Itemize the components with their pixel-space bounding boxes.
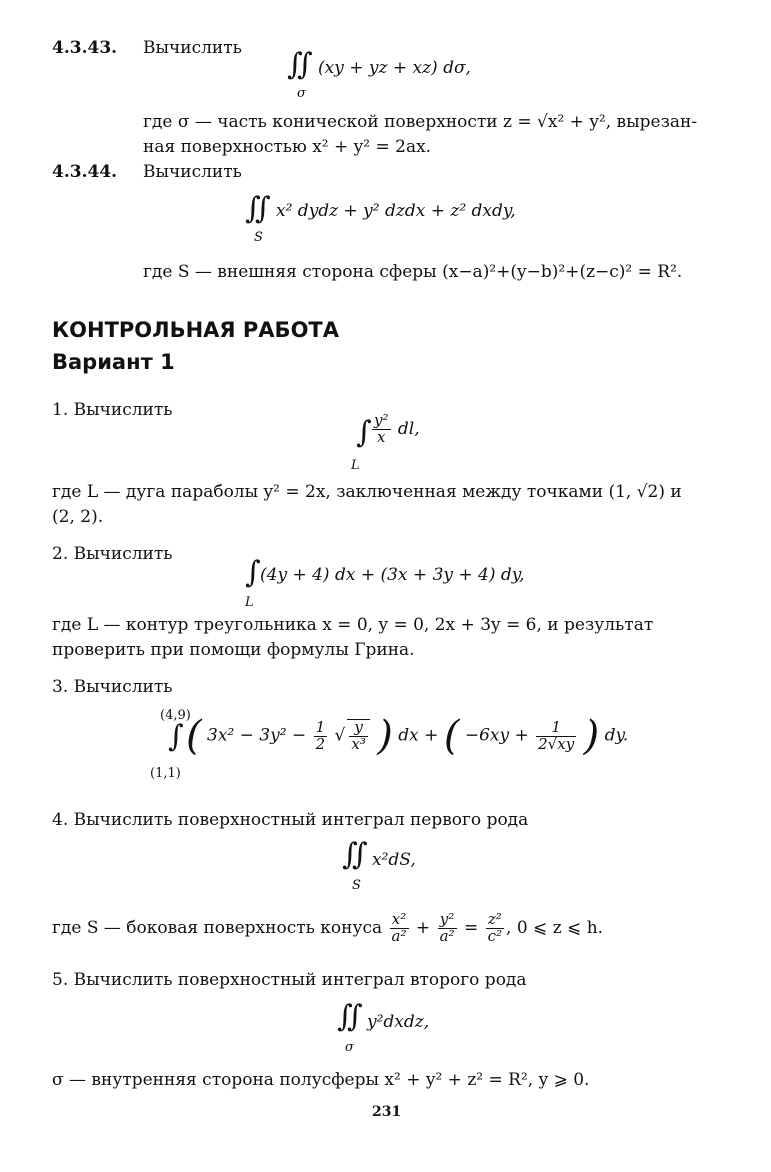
fraction-denominator: x³	[351, 735, 366, 753]
fraction-denominator: a²	[439, 926, 455, 945]
integrand: y²dxdz,	[367, 1012, 430, 1032]
equals-sign: =	[463, 917, 479, 938]
double-integral-sign: ∬	[287, 47, 313, 82]
right-paren: )	[377, 713, 393, 759]
sqrt-sign: √	[334, 725, 346, 746]
task-description: σ — внутренняя сторона полусферы x² + y² + z² = R², y ⩾ 0.	[52, 1070, 590, 1090]
problem-number: 4.3.43.	[52, 38, 118, 58]
upper-limit: (4,9)	[160, 708, 191, 723]
fraction-denominator: x	[377, 427, 386, 446]
variant-title: Вариант 1	[52, 350, 175, 374]
integrand-end: dy.	[604, 725, 629, 746]
task-description: где L — дуга параболы y² = 2x, заключенная между точками (1, √2) и	[52, 482, 682, 502]
integral-subscript: L	[245, 595, 254, 610]
right-paren: )	[583, 713, 600, 759]
left-paren: (	[186, 713, 202, 759]
fraction-numerator: y²	[438, 912, 457, 929]
task-label: 1. Вычислить	[52, 400, 173, 420]
description-prefix: где S — боковая поверхность конуса	[52, 917, 383, 938]
description-suffix: , 0 ⩽ z ⩽ h.	[506, 917, 604, 938]
task-label: 4. Вычислить поверхностный интеграл первого рода	[52, 810, 529, 830]
task-label: 2. Вычислить	[52, 544, 173, 564]
integral-subscript: σ	[297, 86, 306, 101]
problem-verb: Вычислить	[143, 162, 242, 182]
line-integral-sign: ∫	[168, 719, 184, 754]
problem-description: ная поверхностью x² + y² = 2ax.	[143, 137, 432, 157]
double-integral-sign: ∬	[337, 999, 363, 1034]
fraction-denominator: c²	[487, 926, 503, 945]
fraction-denominator: 2√xy	[538, 734, 575, 753]
task-description: проверить при помощи формулы Грина.	[52, 640, 415, 660]
integrand: x²dS,	[372, 850, 416, 870]
task-description	[52, 912, 603, 945]
task-description: где L — контур треугольника x = 0, y = 0, 2x + 3y = 6, и результат	[52, 615, 654, 635]
double-integral-sign: ∬	[245, 191, 271, 226]
integrand-tail: dl,	[397, 418, 420, 439]
integral-subscript: L	[351, 458, 360, 473]
task-label: 5. Вычислить поверхностный интеграл второго рода	[52, 970, 527, 990]
integrand	[370, 413, 420, 446]
integrand: (4y + 4) dx + (3x + 3y + 4) dy,	[260, 565, 525, 585]
task-description: (2, 2).	[52, 507, 104, 527]
integrand-mid: dx +	[398, 725, 439, 746]
fraction-numerator: x²	[390, 912, 409, 929]
fraction-denominator: 2	[315, 734, 326, 753]
fraction-numerator: 1	[536, 720, 576, 737]
problem-verb: Вычислить	[143, 38, 242, 58]
problem-description: где σ — часть конической поверхности z = √x² + y², вырезан-	[143, 112, 698, 132]
problem-number: 4.3.44.	[52, 162, 118, 182]
problem-description: где S — внешняя сторона сферы (x−a)²+(y−b)²+(z−c)² = R².	[143, 262, 683, 282]
integrand-part: 3x² − 3y² −	[207, 725, 307, 746]
integrand: x² dydz + y² dzdx + z² dxdy,	[276, 201, 516, 221]
section-title: КОНТРОЛЬНАЯ РАБОТА	[52, 318, 339, 342]
fraction-numerator: 1	[315, 717, 326, 736]
plus-sign: +	[415, 917, 431, 938]
integrand: (xy + yz + xz) dσ,	[318, 58, 471, 78]
integral-subscript: S	[254, 230, 263, 245]
line-integral-sign: ∫	[356, 415, 372, 450]
fraction-numerator: y	[349, 720, 367, 737]
line-integral-sign: ∫	[245, 555, 261, 590]
task-label: 3. Вычислить	[52, 677, 173, 697]
fraction-numerator: z²	[486, 912, 504, 929]
fraction-denominator: a²	[391, 926, 407, 945]
lower-limit: (1,1)	[150, 766, 181, 781]
integral-subscript: σ	[345, 1040, 354, 1055]
left-paren: (	[443, 713, 460, 759]
double-integral-sign: ∬	[342, 837, 368, 872]
fraction-numerator: y²	[374, 411, 389, 429]
integral-subscript: S	[352, 878, 361, 893]
integrand-part: −6xy +	[464, 725, 529, 746]
integrand	[186, 713, 629, 759]
page-number: 231	[372, 1104, 402, 1120]
